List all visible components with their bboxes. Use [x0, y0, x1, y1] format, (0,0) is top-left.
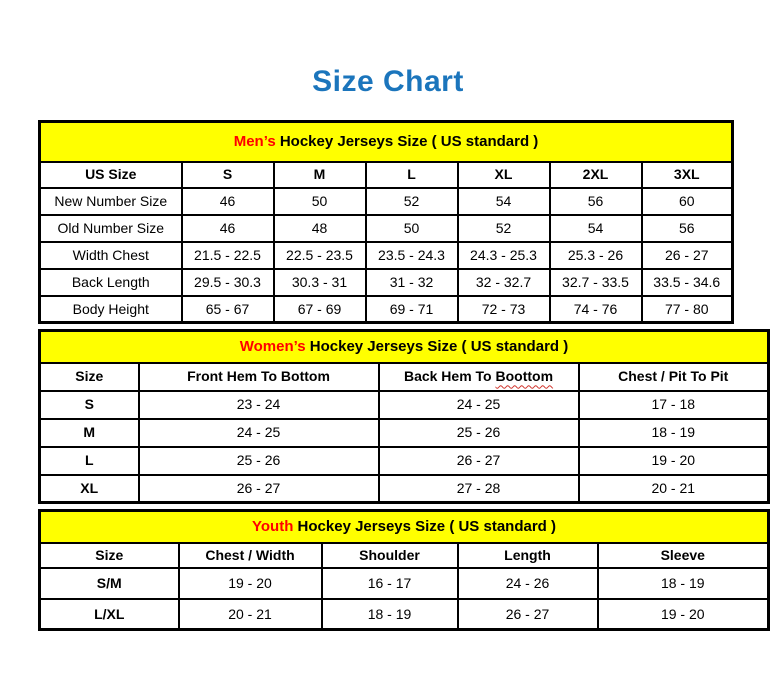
- column-header: Size: [40, 543, 179, 568]
- size-value-cell: 20 - 21: [179, 599, 322, 630]
- row-label: Width Chest: [40, 242, 182, 269]
- row-label: XL: [40, 475, 139, 503]
- mens-section-banner: [40, 122, 733, 162]
- row-label: L/XL: [40, 599, 179, 630]
- column-header: Chest / Pit To Pit: [579, 363, 769, 391]
- column-header: L: [366, 162, 458, 188]
- womens-section-banner: [40, 331, 769, 363]
- youth-banner-cell: [40, 511, 769, 543]
- table-row: [40, 419, 769, 447]
- size-value-cell: 31 - 32: [366, 269, 458, 296]
- size-value-cell: 19 - 20: [598, 599, 769, 630]
- size-value-cell: 48: [274, 215, 366, 242]
- size-value-cell: 72 - 73: [458, 296, 550, 323]
- youth-banner-text: Hockey Jerseys Size ( US standard ): [293, 518, 556, 536]
- youth-table-body: [40, 568, 769, 630]
- size-value-cell: 20 - 21: [579, 475, 769, 503]
- size-value-cell: 25 - 26: [139, 447, 379, 475]
- row-label: Back Length: [40, 269, 182, 296]
- row-label: M: [40, 419, 139, 447]
- size-value-cell: 56: [642, 215, 733, 242]
- column-header: S: [182, 162, 274, 188]
- size-value-cell: 52: [366, 188, 458, 215]
- size-value-cell: 17 - 18: [579, 391, 769, 419]
- table-row: [40, 242, 733, 269]
- size-value-cell: 24.3 - 25.3: [458, 242, 550, 269]
- column-header: Back Hem To Boottom: [379, 363, 579, 391]
- size-value-cell: 24 - 25: [379, 391, 579, 419]
- column-header: 2XL: [550, 162, 642, 188]
- column-header: 3XL: [642, 162, 733, 188]
- column-header: Shoulder: [322, 543, 458, 568]
- misspelled-word-squiggle: Boottom: [495, 368, 554, 385]
- size-value-cell: 24 - 26: [458, 568, 598, 599]
- mens-banner-highlight: Men’s: [233, 133, 276, 151]
- size-value-cell: 29.5 - 30.3: [182, 269, 274, 296]
- column-header: US Size: [40, 162, 182, 188]
- mens-banner-text: Hockey Jerseys Size ( US standard ): [275, 133, 539, 151]
- column-header: Chest / Width: [179, 543, 322, 568]
- size-value-cell: 25 - 26: [379, 419, 579, 447]
- column-header: XL: [458, 162, 550, 188]
- size-value-cell: 26 - 27: [458, 599, 598, 630]
- table-row: [40, 296, 733, 323]
- womens-header-row: [40, 363, 769, 391]
- size-value-cell: 33.5 - 34.6: [642, 269, 733, 296]
- size-value-cell: 54: [458, 188, 550, 215]
- size-value-cell: 26 - 27: [379, 447, 579, 475]
- size-value-cell: 18 - 19: [322, 599, 458, 630]
- size-value-cell: 18 - 19: [598, 568, 769, 599]
- table-row: [40, 599, 769, 630]
- size-value-cell: 60: [642, 188, 733, 215]
- size-value-cell: 69 - 71: [366, 296, 458, 323]
- mens-header-row: [40, 162, 733, 188]
- youth-banner-highlight: Youth: [252, 518, 294, 536]
- size-value-cell: 56: [550, 188, 642, 215]
- size-value-cell: 54: [550, 215, 642, 242]
- size-value-cell: 50: [366, 215, 458, 242]
- youth-section-banner: [40, 511, 769, 543]
- size-value-cell: 77 - 80: [642, 296, 733, 323]
- column-header: M: [274, 162, 366, 188]
- youth-header-row: [40, 543, 769, 568]
- size-value-cell: 27 - 28: [379, 475, 579, 503]
- size-value-cell: 22.5 - 23.5: [274, 242, 366, 269]
- row-label: S/M: [40, 568, 179, 599]
- size-value-cell: 74 - 76: [550, 296, 642, 323]
- size-value-cell: 19 - 20: [579, 447, 769, 475]
- womens-banner-text: Hockey Jerseys Size ( US standard ): [305, 338, 569, 356]
- table-row: [40, 188, 733, 215]
- row-label: S: [40, 391, 139, 419]
- table-row: [40, 447, 769, 475]
- size-value-cell: 46: [182, 215, 274, 242]
- womens-table-body: [40, 391, 769, 503]
- size-value-cell: 26 - 27: [139, 475, 379, 503]
- size-value-cell: 52: [458, 215, 550, 242]
- table-row: [40, 568, 769, 599]
- mens-table-body: [40, 188, 733, 323]
- size-value-cell: 25.3 - 26: [550, 242, 642, 269]
- size-value-cell: 21.5 - 22.5: [182, 242, 274, 269]
- size-value-cell: 46: [182, 188, 274, 215]
- size-value-cell: 50: [274, 188, 366, 215]
- size-value-cell: 32.7 - 33.5: [550, 269, 642, 296]
- womens-size-table: [38, 329, 770, 504]
- size-value-cell: 19 - 20: [179, 568, 322, 599]
- mens-banner-cell: [40, 122, 733, 162]
- table-row: [40, 269, 733, 296]
- row-label: Old Number Size: [40, 215, 182, 242]
- size-value-cell: 23.5 - 24.3: [366, 242, 458, 269]
- size-value-cell: 65 - 67: [182, 296, 274, 323]
- table-row: [40, 391, 769, 419]
- womens-banner-cell: [40, 331, 769, 363]
- table-row: [40, 475, 769, 503]
- size-value-cell: 23 - 24: [139, 391, 379, 419]
- table-row: [40, 215, 733, 242]
- youth-size-table: [38, 509, 770, 631]
- size-value-cell: 16 - 17: [322, 568, 458, 599]
- mens-size-table: [38, 120, 734, 324]
- page-title: Size Chart: [312, 65, 464, 98]
- column-header: Sleeve: [598, 543, 769, 568]
- column-header: Length: [458, 543, 598, 568]
- size-value-cell: 67 - 69: [274, 296, 366, 323]
- size-value-cell: 18 - 19: [579, 419, 769, 447]
- size-value-cell: 30.3 - 31: [274, 269, 366, 296]
- row-label: New Number Size: [40, 188, 182, 215]
- size-value-cell: 26 - 27: [642, 242, 733, 269]
- column-header: Size: [40, 363, 139, 391]
- column-header: Front Hem To Bottom: [139, 363, 379, 391]
- womens-banner-highlight: Women’s: [239, 338, 306, 356]
- size-value-cell: 24 - 25: [139, 419, 379, 447]
- row-label: Body Height: [40, 296, 182, 323]
- row-label: L: [40, 447, 139, 475]
- size-value-cell: 32 - 32.7: [458, 269, 550, 296]
